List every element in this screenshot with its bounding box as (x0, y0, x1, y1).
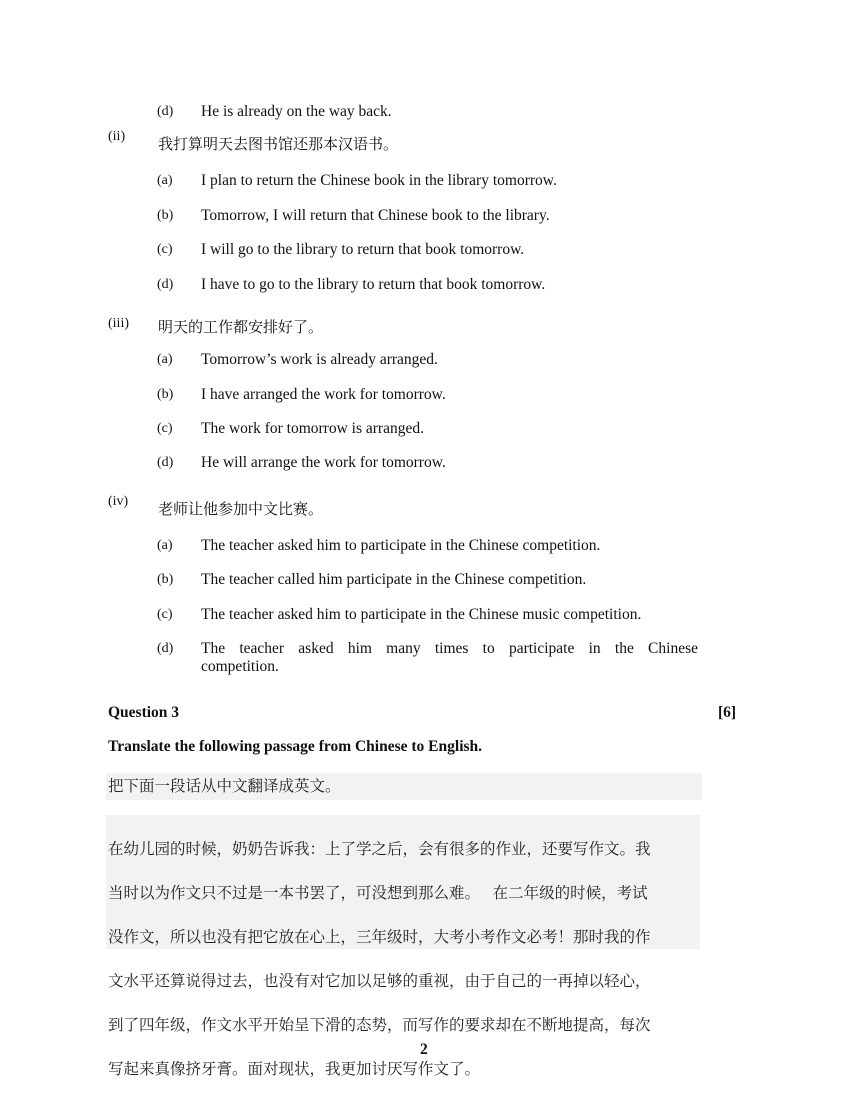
option-letter: (a) (157, 352, 173, 367)
chinese-sentence: 老师让他参加中文比赛。 (158, 500, 324, 518)
option-text: The teacher asked him to participate in the Chinese competition. (201, 537, 601, 554)
option-letter: (c) (157, 421, 173, 436)
page-number: 2 (420, 1041, 428, 1058)
option-letter: (b) (157, 387, 174, 402)
option-letter: (d) (157, 641, 174, 656)
option-letter: (a) (157, 538, 173, 553)
option-letter: (b) (157, 208, 174, 223)
passage-line: 当时以为作文只不过是一本书罢了，可没想到那么难。 在二年级的时候，考试 (108, 884, 648, 902)
option-text: I have arranged the work for tomorrow. (201, 386, 446, 403)
question-title: Question 3 (108, 704, 180, 721)
option-letter: (b) (157, 572, 174, 587)
option-letter: (c) (157, 607, 173, 622)
option-text: The work for tomorrow is arranged. (201, 420, 424, 437)
option-text: The teacher asked him to participate in the Chinese music competition. (201, 606, 642, 623)
passage-line: 在幼儿园的时候，奶奶告诉我：上了学之后，会有很多的作业，还要写作文。我 (108, 840, 651, 858)
passage-line: 没作文，所以也没有把它放在心上，三年级时，大考小考作文必考！那时我的作 (108, 928, 651, 946)
option-text: I plan to return the Chinese book in the library tomorrow. (201, 172, 557, 189)
chinese-sentence: 明天的工作都安排好了。 (158, 318, 324, 336)
question-marks: [6] (718, 704, 737, 721)
option-text: The teacher called him participate in the Chinese competition. (201, 571, 587, 588)
passage-line: 文水平还算说得过去，也没有对它加以足够的重视，由于自己的一再掉以轻心， (108, 972, 651, 990)
option-letter: (c) (157, 242, 173, 257)
option-text: I have to go to the library to return that book tomorrow. (201, 276, 546, 293)
option-letter: (d) (157, 104, 174, 119)
option-text: He will arrange the work for tomorrow. (201, 454, 446, 471)
passage-line: 写起来真像挤牙膏。面对现状，我更加讨厌写作文了。 (108, 1060, 481, 1078)
option-letter: (d) (157, 277, 174, 292)
question-numeral: (ii) (108, 129, 126, 144)
option-text-line: The teacher asked him many times to participate in the Chinese (201, 640, 698, 657)
option-text: I will go to the library to return that book tomorrow. (201, 241, 525, 258)
option-text-multiline (201, 640, 698, 676)
option-text-line: competition. (201, 658, 279, 675)
passage-line: 到了四年级，作文水平开始呈下滑的态势，而写作的要求却在不断地提高，每次 (108, 1016, 651, 1034)
option-text: Tomorrow, I will return that Chinese book to the library. (201, 207, 550, 224)
option-letter: (a) (157, 173, 173, 188)
chinese-sentence: 我打算明天去图书馆还那本汉语书。 (158, 135, 399, 153)
option-text: He is already on the way back. (201, 103, 392, 120)
question-numeral: (iii) (108, 316, 129, 331)
option-text: Tomorrow’s work is already arranged. (201, 351, 438, 368)
question-instruction: Translate the following passage from Chinese to English. (108, 738, 483, 755)
chinese-passage (106, 815, 700, 1078)
question-numeral: (iv) (108, 494, 129, 509)
option-letter: (d) (157, 455, 174, 470)
chinese-instruction: 把下面一段话从中文翻译成英文。 (106, 773, 702, 800)
